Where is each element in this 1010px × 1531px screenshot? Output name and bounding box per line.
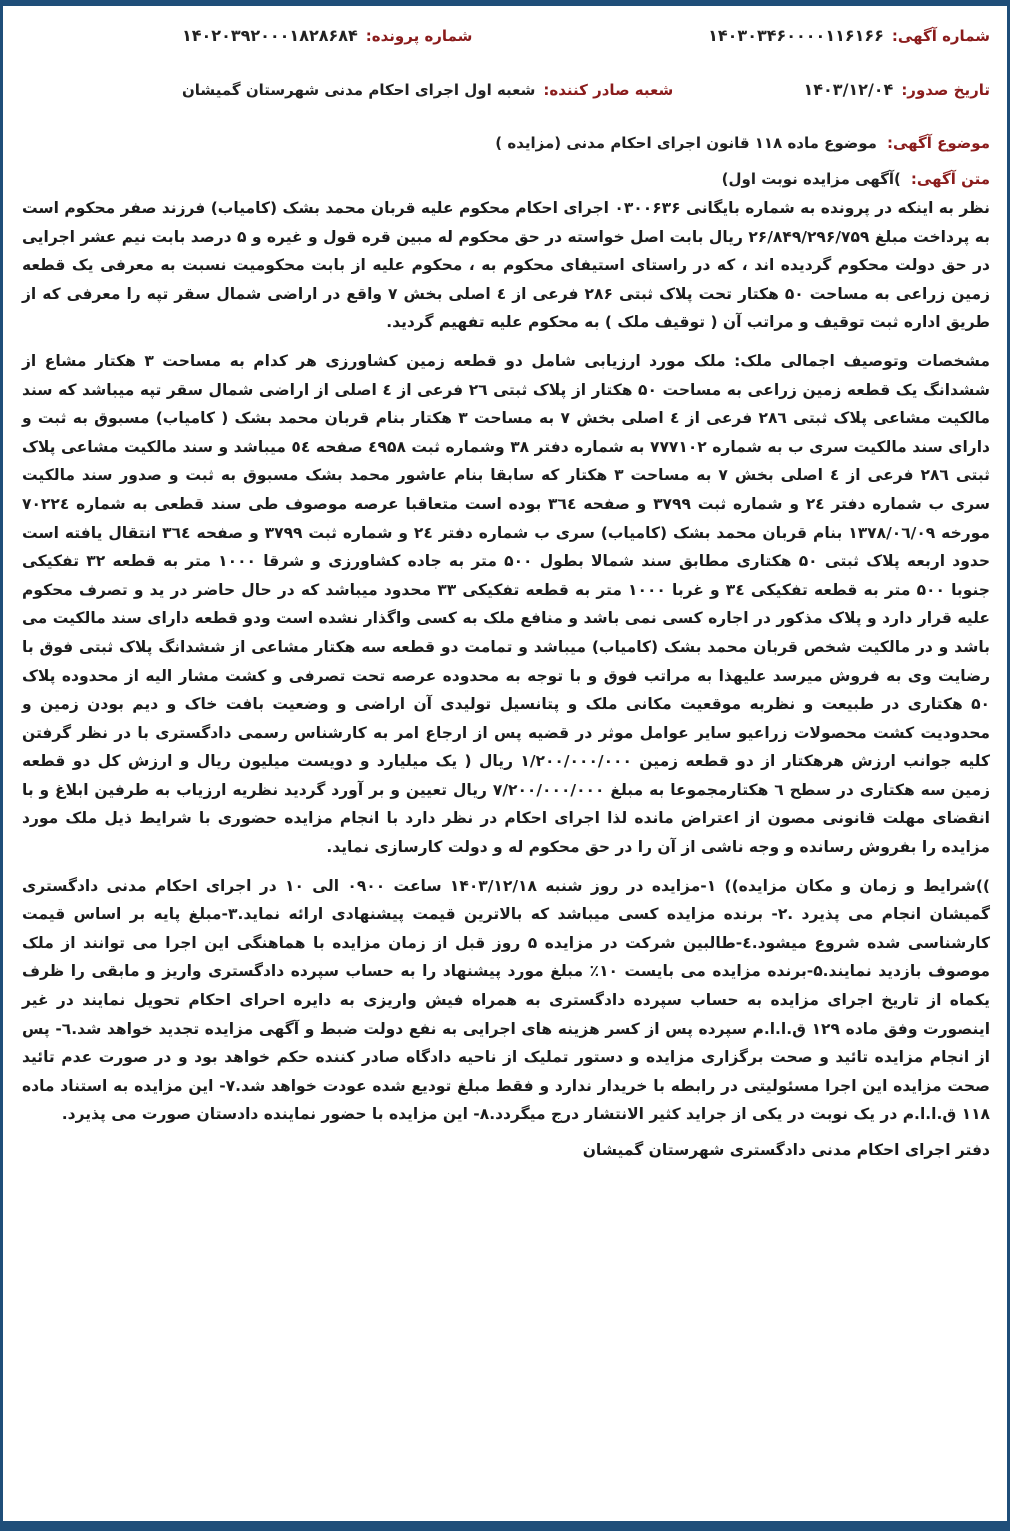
body-paragraph-3: ))شرایط و زمان و مکان مزایده)) ۱-مزایده در روز شنبه ۱۴۰۳/۱۲/۱۸ ساعت ۰۹۰۰ الی ۱۰ در اجرای احکام مدنی دادگستری گمیشان انجام می پذیرد .۲- برنده مزایده کسی میباشد که بالاترین قیمت پیشنهادی ارائه نماید.۳-مبلغ پایه بر اساس قیمت کارشناسی شده شروع میشود.٤-طالبین شرکت در مزایده ۵ روز قبل از زمان مزایده با هماهنگی این اجرا می توانند از ملک موصوف بازدید نمایند.۵-برنده مزایده می بایست ۱۰٪ مبلغ مورد پیشنهاد را به حساب سپرده دادگستری واریز و مابقی را ظرف یکماه از تاریخ اجرای مزایده به حساب سپرده دادگستری به همراه فیش واریزی به دایره احرای احکام تحویل نمایند در غیر اینصورت وفق ماده ۱۲۹ ق.ا.ا.م سپرده پس از کسر هزینه های اجرایی به نفع دولت ضبط و آگهی مزایده تجدید خواهد شد.٦- پس از انجام مزایده تائید و صحت برگزاری مزایده و دستور تملیک از ناحیه دادگاه صادر کننده حکم خواهد بود و در صورت عدم تائید صحت مزایده این اجرا مسئولیتی در رابطه با خریدار ندارد و فقط مبلغ تودیع شده عودت خواهد شد.۷- این مزایده به استناد ماده ۱۱۸ ق.ا.ا.م در یک نوبت در یکی از جراید کثیر الانتشار درج میگردد.۸- این مزایده با حضور نماینده دادستان صورت می پذیرد. [22, 876, 991, 1124]
notice-text-value: )آگهی مزایده نوبت اول) [721, 170, 901, 188]
issue-date [804, 80, 991, 99]
notice-content [22, 26, 990, 1159]
notice-number [708, 26, 990, 45]
issuing-office: دفتر اجرای احکام مدنی دادگستری شهرستان گمیشان [582, 1141, 990, 1159]
case-number-value: ۱۴۰۲۰۳۹۲۰۰۰۱۸۲۸۶۸۴ [182, 26, 358, 45]
notice-subject [22, 134, 990, 152]
notice-text-label: متن آگهی: [910, 170, 990, 188]
notice-text-heading [22, 170, 990, 188]
body-paragraph-1: نظر به اینکه در پرونده به شماره بایگانی ۰۳۰۰۶۳۶ اجرای احکام محکوم علیه قربان محمد بشک (کامیاب) فرزند صفر محکوم است به پرداخت مبلغ ۲۶/۸۴۹/۲۹۶/۷۵۹ ریال بابت اصل خواسته در حق محکوم له مبین قره قول و غیره و ۵ درصد بابت نیم عشر اجرایی در حق دولت محکوم گردیده اند ، که در راستای استیفای محکوم به ، محکوم علیه از بابت محکومیت نسبت به معرفی یک قطعه زمین زراعی به مساحت ۵۰ هکتار تحت پلاک ثبتی ۲۸۶ فرعی از ٤ اصلی بخش ۷ واقع در اراضی شمال سقر تپه را معرفی که از طریق اداره ثبت توقیف و مراتب آن ( توقیف ملک ) به محکوم علیه تفهیم گردید. [22, 199, 991, 332]
case-number [182, 26, 472, 45]
notice-number-value: ۱۴۰۳۰۳۴۶۰۰۰۰۱۱۶۱۶۶ [708, 26, 884, 45]
notice-number-label: شماره آگهی: [891, 27, 990, 45]
subject-value: موضوع ماده ۱۱۸ قانون اجرای احکام مدنی (مزایده ) [495, 134, 877, 152]
meta-row-issuer [22, 80, 990, 134]
issue-date-value: ۱۴۰۳/۱۲/۰۴ [803, 80, 894, 99]
meta-row-numbers [22, 26, 990, 80]
bottom-border [0, 1521, 1010, 1531]
body-paragraph-2: مشخصات وتوصیف اجمالی ملک: ملک مورد ارزیابی شامل دو قطعه زمین کشاورزی هر کدام به مساحت ۳ هکتار مشاع از ششدانگ یک قطعه زمین زراعی به مساحت ۵۰ هکتار از پلاک ثبتی ۲٦ فرعی از ٤ اصلی از اراضی شمال سقر تپه میباشد که سند مالکیت مشاعی پلاک ثبتی ۲۸٦ فرعی از ٤ اصلی بخش ۷ به مساحت ۳ هکتار بنام قربان محمد بشک ( کامیاب) مسبوق به ثبت و دارای سند مالکیت سری ب به شماره ۷۷۷۱۰۲ به شماره دفتر ۳۸ وشماره ثبت ٤۹۵۸ صفحه ٥٤ میباشد و سند مالکیت مشاعی پلاک ثبتی ۲۸٦ فرعی از ٤ اصلی بخش ۷ به مساحت ۳ هکتار که سابقا بنام عاشور محمد بشک مسبوق به ثبت و صدور سند مالکیت سری ب شماره دفتر ۲٤ و شماره ثبت ۳۷۹۹ و صفحه ۳٦٤ بوده است متعاقبا عرصه موصوف طی سند قطعی به شماره ۷۰۲۲٤ مورخه ۱۳۷۸/۰٦/۰۹ بنام قربان محمد بشک (کامیاب) سری ب شماره دفتر ۲٤ و شماره ثبت ۳۷۹۹ و صفحه ۳٦٤ انتقال یافته است حدود اربعه پلاک ثبتی ۵۰ هکتاری مطابق سند شمالا بطول ۵۰۰ متر به جاده کشاورزی و شرقا ۱۰۰۰ متر به قطعه ۳۲ تفکیکی جنوبا ۵۰۰ متر به قطعه تفکیکی ۳٤ و غربا ۱۰۰۰ متر به قطعه تفکیکی ۳۳ محدود میباشد که در حال حاضر در ید و تصرف محکوم علیه قرار دارد و پلاک مذکور در اجاره کسی نمی باشد و منافع ملک به کسی واگذار نشده است ودو قطعه دارای سند مالکیت می باشد و در مالکیت شخص قربان محمد بشک (کامیاب) میباشد و تمامت دو قطعه سه هکتار مشاعی از ششدانگ پلاک ثبتی فوق با رضایت وی به فروش میرسد علیهذا به مراتب فوق و با توجه به محدوده عرصه تحت تصرفی و کشت مشار الیه از محدوده پلاک ۵۰ هکتاری در طبیعت و نظربه موقعیت مکانی ملک و پتانسیل تولیدی آن اراضی و وضعیت بافت خاک و دیم بودن زمین و محدودیت کشت محصولات زراعیو سایر عوامل موثر در قضیه پس از ارجاع امر به کارشناس رسمی دادگستری با در نظر گرفتن کلیه جوانب ارزش هرهکتار از دو قطعه زمین ۱/۲۰۰/۰۰۰/۰۰۰ ریال ( یک میلیارد و دویست میلیون ریال و ارزش کل دو قطعه زمین سه هکتاری در سطح ٦ هکتارمجموعا به مبلغ ۷/۲۰۰/۰۰۰/۰۰۰ ریال تعیین و بر آورد گردید نظریه ارزیاب به طرفین ابلاغ و با انقضای مهلت قانونی مصون از اعتراض مانده لذا اجرای احکام در نظر دارد با انجام مزایده حضوری با شرایط ذیل ملک مورد مزایده را بفروش رسانده و وجه ناشی از آن را در حق محکوم له و دولت کارسازی نماید. [22, 351, 991, 857]
subject-label: موضوع آگهی: [886, 134, 990, 152]
issue-date-label: تاریخ صدور: [901, 81, 990, 99]
issuer-label: شعبه صادر کننده: [543, 81, 674, 99]
issuer-value: شعبه اول اجرای احکام مدنی شهرستان گمیشان [182, 81, 536, 99]
case-number-label: شماره پرونده: [365, 27, 473, 45]
issuer [182, 81, 673, 99]
